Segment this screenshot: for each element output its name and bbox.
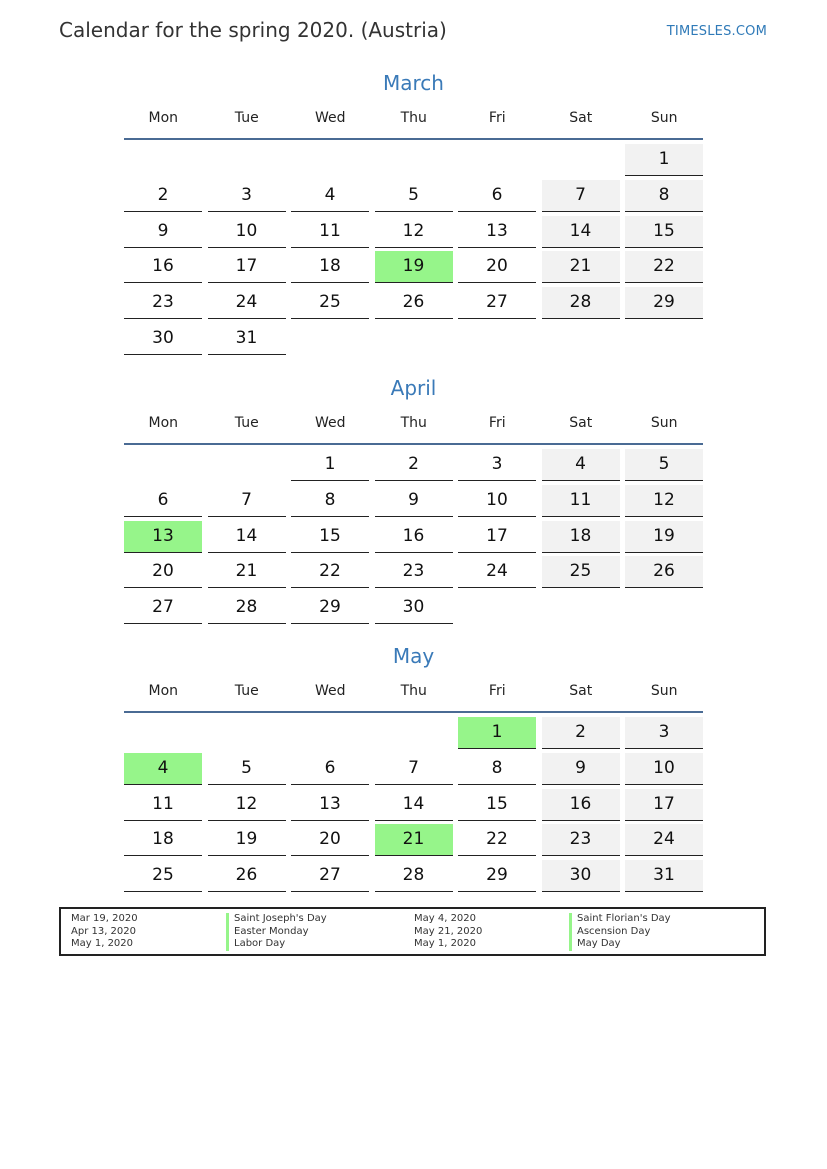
empty-cell: [124, 449, 202, 480]
day-cell[interactable]: 16: [375, 521, 453, 553]
weekday-label: Sun: [650, 683, 678, 699]
day-cell[interactable]: 17: [458, 521, 536, 553]
empty-cell: [375, 717, 453, 748]
day-cell[interactable]: 22: [458, 824, 536, 856]
weekday-header: [124, 413, 703, 445]
day-cell[interactable]: 20: [458, 251, 536, 283]
day-cell[interactable]: 9: [375, 485, 453, 517]
weekday-header: [124, 108, 703, 140]
day-cell[interactable]: 5: [375, 180, 453, 212]
day-cell[interactable]: 9: [542, 753, 620, 785]
page-title: Calendar for the spring 2020. (Austria): [59, 18, 447, 42]
day-cell[interactable]: 28: [375, 860, 453, 892]
legend-dates-left: [71, 913, 138, 951]
legend-holiday-name: Easter Monday: [226, 926, 327, 939]
day-cell[interactable]: 23: [375, 556, 453, 588]
day-cell[interactable]: 4: [542, 449, 620, 481]
day-cell[interactable]: 27: [291, 860, 369, 892]
day-cell[interactable]: 2: [542, 717, 620, 749]
day-cell[interactable]: 24: [208, 287, 286, 319]
day-cell[interactable]: 21: [208, 556, 286, 588]
day-cell[interactable]: 7: [542, 180, 620, 212]
day-cell[interactable]: 30: [542, 860, 620, 892]
empty-cell: [208, 449, 286, 480]
day-cell[interactable]: 15: [625, 216, 703, 248]
legend-date: Apr 13, 2020: [71, 925, 137, 937]
day-cell[interactable]: 26: [625, 556, 703, 588]
day-cell[interactable]: 13: [124, 521, 202, 553]
day-cell[interactable]: 16: [124, 251, 202, 283]
weekday-label: Wed: [314, 683, 346, 699]
weekday-label: Sat: [569, 683, 593, 699]
weekday-label: Sat: [569, 415, 593, 431]
day-cell[interactable]: 2: [124, 180, 202, 212]
day-cell[interactable]: 18: [124, 824, 202, 856]
day-cell[interactable]: 4: [124, 753, 202, 785]
day-cell[interactable]: 7: [208, 485, 286, 517]
day-cell[interactable]: 29: [625, 287, 703, 319]
day-cell[interactable]: 12: [208, 789, 286, 821]
month-title: April: [390, 376, 437, 400]
day-cell[interactable]: 8: [291, 485, 369, 517]
weekday-label: Wed: [314, 415, 346, 431]
day-cell[interactable]: 11: [291, 216, 369, 248]
day-cell[interactable]: 21: [375, 824, 453, 856]
day-cell[interactable]: 7: [375, 753, 453, 785]
weekday-label: Wed: [314, 110, 346, 126]
empty-cell: [208, 717, 286, 748]
weekday-label: Mon: [148, 110, 179, 126]
day-cell[interactable]: 15: [291, 521, 369, 553]
day-cell[interactable]: 8: [625, 180, 703, 212]
month-title: May: [392, 644, 435, 668]
empty-cell: [375, 144, 453, 175]
legend-names-left: [226, 913, 327, 951]
day-cell[interactable]: 10: [208, 216, 286, 248]
day-cell[interactable]: 16: [542, 789, 620, 821]
day-cell[interactable]: 3: [208, 180, 286, 212]
day-cell[interactable]: 17: [625, 789, 703, 821]
day-cell[interactable]: 24: [625, 824, 703, 856]
weekday-label: Thu: [400, 683, 427, 699]
day-cell[interactable]: 23: [124, 287, 202, 319]
weekday-label: Tue: [234, 415, 259, 431]
weekday-label: Thu: [400, 110, 427, 126]
day-cell[interactable]: 15: [458, 789, 536, 821]
day-cell[interactable]: 23: [542, 824, 620, 856]
day-cell[interactable]: 19: [375, 251, 453, 283]
day-cell[interactable]: 22: [625, 251, 703, 283]
legend-date: Mar 19, 2020: [71, 913, 138, 924]
day-cell[interactable]: 26: [208, 860, 286, 892]
day-cell[interactable]: 2: [375, 449, 453, 481]
legend-date: May 21, 2020: [414, 925, 483, 937]
weekday-label: Sun: [650, 110, 678, 126]
empty-cell: [208, 144, 286, 175]
day-cell[interactable]: 30: [375, 592, 453, 624]
day-cell[interactable]: 11: [124, 789, 202, 821]
empty-cell: [542, 144, 620, 175]
day-cell[interactable]: 5: [208, 753, 286, 785]
day-cell[interactable]: 14: [208, 521, 286, 553]
weekday-label: Fri: [488, 110, 506, 126]
day-cell[interactable]: 6: [291, 753, 369, 785]
day-cell[interactable]: 14: [375, 789, 453, 821]
weekday-header: [124, 681, 703, 713]
weekday-label: Fri: [488, 415, 506, 431]
day-cell[interactable]: 13: [458, 216, 536, 248]
month-may: [124, 641, 703, 896]
day-cell[interactable]: 18: [542, 521, 620, 553]
day-cell[interactable]: 13: [291, 789, 369, 821]
day-cell[interactable]: 20: [291, 824, 369, 856]
day-cell[interactable]: 30: [124, 323, 202, 355]
day-grid: [124, 717, 703, 896]
day-cell[interactable]: 6: [124, 485, 202, 517]
day-cell[interactable]: 31: [208, 323, 286, 355]
month-april: [124, 373, 703, 628]
day-cell[interactable]: 25: [291, 287, 369, 319]
day-cell[interactable]: 29: [291, 592, 369, 624]
day-cell[interactable]: 25: [542, 556, 620, 588]
day-cell[interactable]: 25: [124, 860, 202, 892]
day-cell[interactable]: 20: [124, 556, 202, 588]
weekday-label: Tue: [234, 683, 259, 699]
legend-holiday-name: Ascension Day: [569, 926, 671, 939]
day-cell[interactable]: 18: [291, 251, 369, 283]
day-cell[interactable]: 10: [458, 485, 536, 517]
day-cell[interactable]: 26: [375, 287, 453, 319]
day-cell[interactable]: 24: [458, 556, 536, 588]
empty-cell: [458, 144, 536, 175]
weekday-label: Tue: [234, 110, 259, 126]
day-cell[interactable]: 10: [625, 753, 703, 785]
empty-cell: [124, 144, 202, 175]
legend-names-right: [569, 913, 671, 951]
day-cell[interactable]: 4: [291, 180, 369, 212]
legend-holiday-name: May Day: [569, 938, 671, 951]
day-cell[interactable]: 1: [625, 144, 703, 176]
empty-cell: [291, 144, 369, 175]
empty-cell: [291, 717, 369, 748]
day-cell[interactable]: 9: [124, 216, 202, 248]
day-cell[interactable]: 29: [458, 860, 536, 892]
weekday-label: Thu: [400, 415, 427, 431]
weekday-label: Sat: [569, 110, 593, 126]
holiday-legend: [59, 907, 766, 956]
day-cell[interactable]: 31: [625, 860, 703, 892]
day-cell[interactable]: 19: [625, 521, 703, 553]
day-cell[interactable]: 28: [542, 287, 620, 319]
day-cell[interactable]: 14: [542, 216, 620, 248]
day-cell[interactable]: 19: [208, 824, 286, 856]
day-grid: [124, 144, 703, 359]
day-cell[interactable]: 27: [458, 287, 536, 319]
day-cell[interactable]: 1: [291, 449, 369, 481]
day-cell[interactable]: 3: [625, 717, 703, 749]
legend-dates-right: [414, 913, 482, 951]
empty-cell: [124, 717, 202, 748]
legend-holiday-name: Saint Florian's Day: [569, 913, 671, 926]
weekday-label: Sun: [650, 415, 678, 431]
day-cell[interactable]: 21: [542, 251, 620, 283]
day-cell[interactable]: 28: [208, 592, 286, 624]
day-cell[interactable]: 11: [542, 485, 620, 517]
day-cell[interactable]: 1: [458, 717, 536, 749]
legend-date: May 4, 2020: [414, 913, 477, 924]
month-march: [124, 68, 703, 359]
day-cell[interactable]: 12: [375, 216, 453, 248]
day-cell[interactable]: 22: [291, 556, 369, 588]
legend-date: May 1, 2020: [71, 938, 134, 950]
day-cell[interactable]: 5: [625, 449, 703, 481]
day-cell[interactable]: 3: [458, 449, 536, 481]
day-cell[interactable]: 12: [625, 485, 703, 517]
legend-holiday-name: Labor Day: [226, 938, 327, 951]
day-cell[interactable]: 27: [124, 592, 202, 624]
weekday-label: Fri: [488, 683, 506, 699]
month-title: March: [383, 71, 444, 95]
legend-holiday-name: Saint Joseph's Day: [226, 913, 327, 926]
day-cell[interactable]: 8: [458, 753, 536, 785]
day-cell[interactable]: 6: [458, 180, 536, 212]
day-grid: [124, 449, 703, 628]
day-cell[interactable]: 17: [208, 251, 286, 283]
site-link[interactable]: TIMESLES.COM: [666, 24, 767, 39]
weekday-label: Mon: [148, 683, 179, 699]
weekday-label: Mon: [148, 415, 179, 431]
legend-date: May 1, 2020: [414, 938, 477, 950]
